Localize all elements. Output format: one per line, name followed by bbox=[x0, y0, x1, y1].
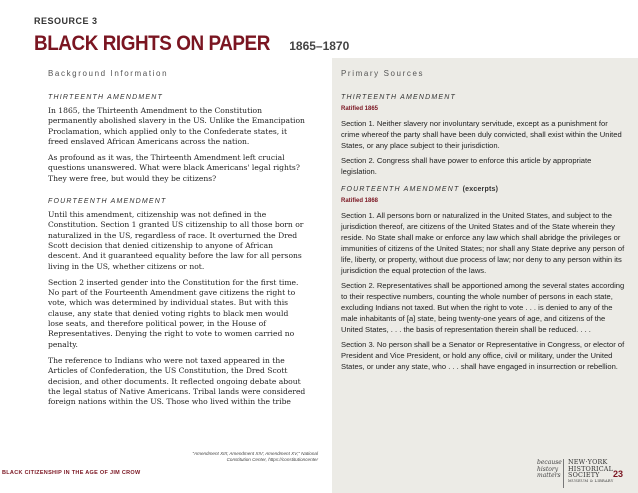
primary-sources-header: Primary Sources bbox=[341, 69, 425, 78]
page-title-years: 1865–1870 bbox=[289, 39, 350, 53]
tagline-line: because bbox=[537, 459, 562, 466]
ratified-date: Ratified 1865 bbox=[341, 106, 379, 112]
amendment-section: Section 1. All persons born or naturalized in the United States, and subject to the jurisdiction thereof, are citizens of the United States and of the State wherein they reside. No State shall make or enforce any law which shall abridge the privileges or immunities of citizens of the United States; nor shall any State deprive any person of life, liberty, or property, without due process of law; nor deny to any person within its jurisdiction the equal protection of the laws. bbox=[341, 211, 625, 275]
fourteenth-amendment-heading: FOURTEENTH AMENDMENT bbox=[48, 198, 167, 206]
amendment-section: Section 2. Representatives shall be apportioned among the several states according to their respective numbers, counting the whole number of persons in each state, excluding Indians not taxed. But when the right to vote . . . is denied to any of the male inhabitants of [a] state, being twenty-one years of age, and citizens of the United States, . . . the basis of representation therein shall be reduced. . . . bbox=[341, 281, 625, 334]
background-column bbox=[48, 94, 306, 413]
footnote-line: "Amendment XIII; Amendment XIV; Amendment XV," National bbox=[192, 451, 318, 456]
excerpt-label: (excerpts) bbox=[462, 186, 499, 193]
footnote-citation bbox=[170, 451, 318, 463]
page-title: BLACK RIGHTS ON PAPER bbox=[34, 32, 270, 55]
nyhs-logo bbox=[568, 459, 618, 484]
page-number: 23 bbox=[613, 469, 624, 479]
page-title-row bbox=[34, 32, 349, 56]
background-info-header: Background Information bbox=[48, 69, 169, 78]
primary-sources-column bbox=[341, 94, 626, 376]
logo-divider bbox=[563, 459, 564, 488]
ratified-date: Ratified 1868 bbox=[341, 198, 379, 204]
series-title: BLACK CITIZENSHIP IN THE AGE OF JIM CROW bbox=[2, 470, 141, 476]
background-paragraph: As profound as it was, the Thirteenth Amendment left crucial questions unanswered. What were black Americans' legal rights? They were free, but would they be citizens? bbox=[48, 153, 300, 183]
logo-subtitle: MUSEUM & LIBRARY bbox=[568, 478, 614, 483]
tagline-line: matters bbox=[537, 472, 561, 480]
fourteenth-amendment-source-heading bbox=[341, 186, 626, 193]
logo-line: HISTORICAL bbox=[568, 464, 614, 473]
background-paragraph: In 1865, the Thirteenth Amendment to the Constitution permanently abolished slavery in the US. Unlike the Emancipation Proclamation, which applied only to the Confederate states, it freed enslaved African Americans across the nation. bbox=[48, 106, 305, 146]
background-paragraph: Until this amendment, citizenship was not defined in the Constitution. Section 1 granted US citizenship to all those born or naturalized in the US, regardless of race. It overturned the Dred Scott decision that denied citizenship to anyone of African descent. And it guaranteed equality before the law for all persons living in the US, whether citizens or not. bbox=[48, 210, 304, 271]
tagline-line: history bbox=[537, 465, 559, 473]
footnote-line: Constitution Center, https://constitutioncenter bbox=[226, 457, 318, 462]
fourteenth-heading-text: FOURTEENTH AMENDMENT bbox=[341, 186, 460, 193]
thirteenth-amendment-source-heading: THIRTEENTH AMENDMENT bbox=[341, 94, 456, 101]
logo-line: NEW·YORK bbox=[568, 458, 608, 466]
resource-label: RESOURCE 3 bbox=[34, 16, 98, 26]
background-paragraph: The reference to Indians who were not taxed appeared in the Articles of Confederation, the US Constitution, the Dred Scott decision, and other documents. It reflected ongoing debate about the legal status of Native Americans. Tribal lands were considered foreign nations within the US. Those who lived within the tribe bbox=[48, 355, 306, 407]
thirteenth-amendment-heading: THIRTEENTH AMENDMENT bbox=[48, 94, 163, 101]
amendment-section: Section 2. Congress shall have power to enforce this article by appropriate legislation. bbox=[341, 156, 592, 176]
logo-line: SOCIETY bbox=[568, 471, 600, 480]
background-paragraph: Section 2 inserted gender into the Constitution for the first time. No part of the Fourteenth Amendment gave citizens the right to vote, which was determined by individual states. But with this clause, any state that denied voting rights to black men would lose seats, and therefore political power, in the House of Representatives. Denying the right to vote to women carried no penalty. bbox=[48, 277, 299, 349]
amendment-section: Section 3. No person shall be a Senator or Representative in Congress, or elector of President and Vice President, or hold any office, civil or military, under the United States, or under any state, who . . . shall have engaged in insurrection or rebellion. bbox=[341, 340, 625, 371]
amendment-section: Section 1. Neither slavery nor involuntary servitude, except as a punishment for crime whereof the party shall have been duly convicted, shall exist within the United States, or any place subject to their jurisdiction. bbox=[341, 119, 622, 150]
